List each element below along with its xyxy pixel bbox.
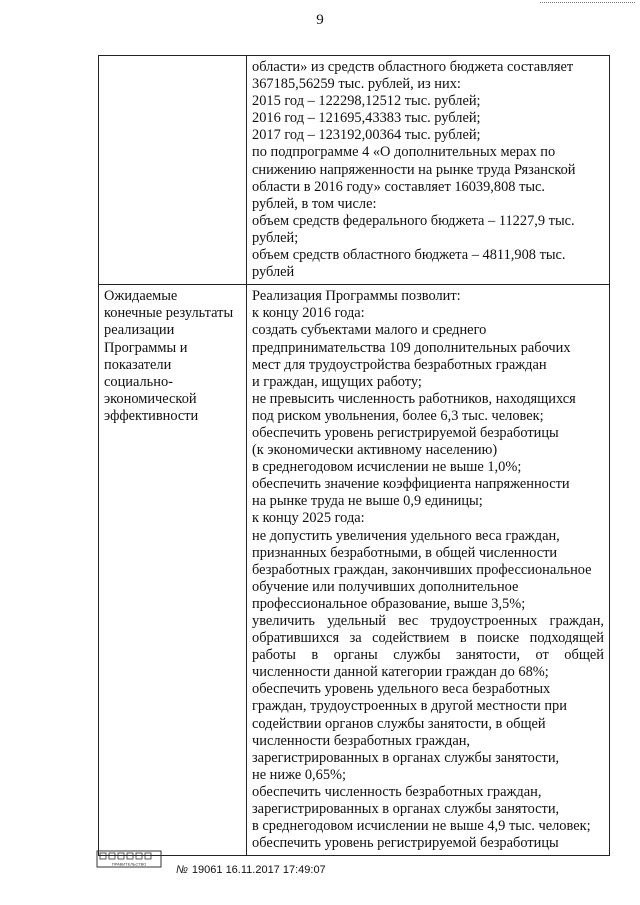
label-line: Ожидаемые bbox=[104, 288, 178, 305]
text-line: в среднегодовом исчислении не выше 4,9 тыс. человек; bbox=[252, 818, 591, 835]
label-line: социально- bbox=[104, 373, 173, 390]
row-content-cell bbox=[247, 285, 610, 856]
registration-footer bbox=[176, 864, 326, 876]
government-stamp-icon bbox=[96, 850, 162, 868]
text-line: обеспечить уровень регистрируемой безработицы bbox=[252, 835, 559, 852]
text-line: профессиональное образование, выше 3,5%; bbox=[252, 595, 526, 612]
text-line: рублей bbox=[252, 264, 295, 281]
row-label-cell bbox=[99, 56, 247, 285]
label-line: Программы и bbox=[104, 339, 188, 356]
text-line: 367185,56259 тыс. рублей, из них: bbox=[252, 76, 461, 93]
label-line: реализации bbox=[104, 322, 175, 339]
text-line: численности безработных граждан, bbox=[252, 732, 471, 749]
text-line: на рынке труда не выше 0,9 единицы; bbox=[252, 493, 483, 510]
text-line: 2016 год – 121695,43383 тыс. рублей; bbox=[252, 110, 481, 127]
text-line: к концу 2016 года: bbox=[252, 305, 365, 322]
text-line: обеспечить уровень регистрируемой безработицы bbox=[252, 424, 559, 441]
text-line: не ниже 0,65%; bbox=[252, 766, 346, 783]
text-line: области» из средств областного бюджета составляет bbox=[252, 59, 574, 75]
label-line: показатели bbox=[104, 356, 172, 373]
registration-number-date: 19061 16.11.2017 17:49:07 bbox=[191, 864, 326, 876]
text-line: объем средств федерального бюджета – 11227,9 тыс. bbox=[252, 212, 575, 229]
text-line: в среднегодовом исчислении не выше 1,0%; bbox=[252, 459, 522, 476]
label-line: экономической bbox=[104, 390, 197, 407]
text-line: обеспечить значение коэффициента напряженности bbox=[252, 476, 570, 493]
text-line: обеспечить уровень удельного веса безработных bbox=[252, 681, 551, 698]
text-line: не превысить численность работников, находящихся bbox=[252, 390, 576, 407]
table-row-expected-results bbox=[99, 285, 610, 856]
text-line: работы в органы службы занятости, от общей bbox=[252, 647, 604, 664]
text-line: обучение или получивших дополнительное bbox=[252, 578, 519, 595]
text-line: Реализация Программы позволит: bbox=[252, 288, 461, 305]
page-number: 9 bbox=[316, 12, 324, 28]
text-line: рублей; bbox=[252, 229, 299, 246]
text-line: мест для трудоустройства безработных граждан bbox=[252, 356, 547, 373]
text-line: содействии органов службы занятости, в общей bbox=[252, 715, 546, 732]
text-line: 2017 год – 123192,00364 тыс. рублей; bbox=[252, 127, 481, 144]
text-line: области в 2016 году» составляет 16039,808 тыс. bbox=[252, 178, 546, 195]
program-passport-table bbox=[98, 55, 610, 856]
text-line: снижению напряженности на рынке труда Рязанской bbox=[252, 161, 576, 178]
text-line: (к экономически активному населению) bbox=[252, 442, 498, 459]
text-line: зарегистрированных в органах службы занятости, bbox=[252, 801, 560, 818]
label-line: конечные результаты bbox=[104, 305, 234, 322]
text-line: увеличить удельный вес трудоустроенных граждан, bbox=[252, 613, 604, 629]
text-line: под риском увольнения, более 6,3 тыс. человек; bbox=[252, 407, 544, 424]
text-line: рублей, в том числе: bbox=[252, 195, 377, 212]
text-line: и граждан, ищущих работу; bbox=[252, 373, 422, 390]
text-line: не допустить увеличения удельного веса граждан, bbox=[252, 527, 560, 544]
stamp-caption: ПРАВИТЕЛЬСТВО bbox=[111, 861, 147, 867]
text-line: создать субъектами малого и среднего bbox=[252, 322, 487, 339]
row-label-cell bbox=[99, 285, 247, 856]
text-line: объем средств областного бюджета – 4811,908 тыс. bbox=[252, 247, 566, 264]
scan-artifact bbox=[540, 2, 635, 11]
text-line: по подпрограмме 4 «О дополнительных мерах по bbox=[252, 144, 556, 161]
text-line: безработных граждан, закончивших профессиональное bbox=[252, 561, 592, 578]
text-line: обеспечить численность безработных граждан, bbox=[252, 783, 542, 800]
number-sign: № bbox=[176, 864, 188, 876]
table-row-financing bbox=[99, 56, 610, 285]
label-line: эффективности bbox=[104, 407, 199, 424]
text-line: зарегистрированных в органах службы занятости, bbox=[252, 749, 560, 766]
text-line: признанных безработными, в общей численности bbox=[252, 544, 558, 561]
text-line: численности данной категории граждан до 68%; bbox=[252, 664, 549, 681]
row-content-cell bbox=[247, 56, 610, 285]
text-line: предпринимательства 109 дополнительных рабочих bbox=[252, 339, 571, 356]
text-line: граждан, трудоустроенных в другой местности при bbox=[252, 698, 567, 715]
text-line: 2015 год – 122298,12512 тыс. рублей; bbox=[252, 93, 481, 110]
text-line: к концу 2025 года: bbox=[252, 510, 365, 527]
text-line: обратившихся за содействием в поиске подходящей bbox=[252, 630, 604, 647]
